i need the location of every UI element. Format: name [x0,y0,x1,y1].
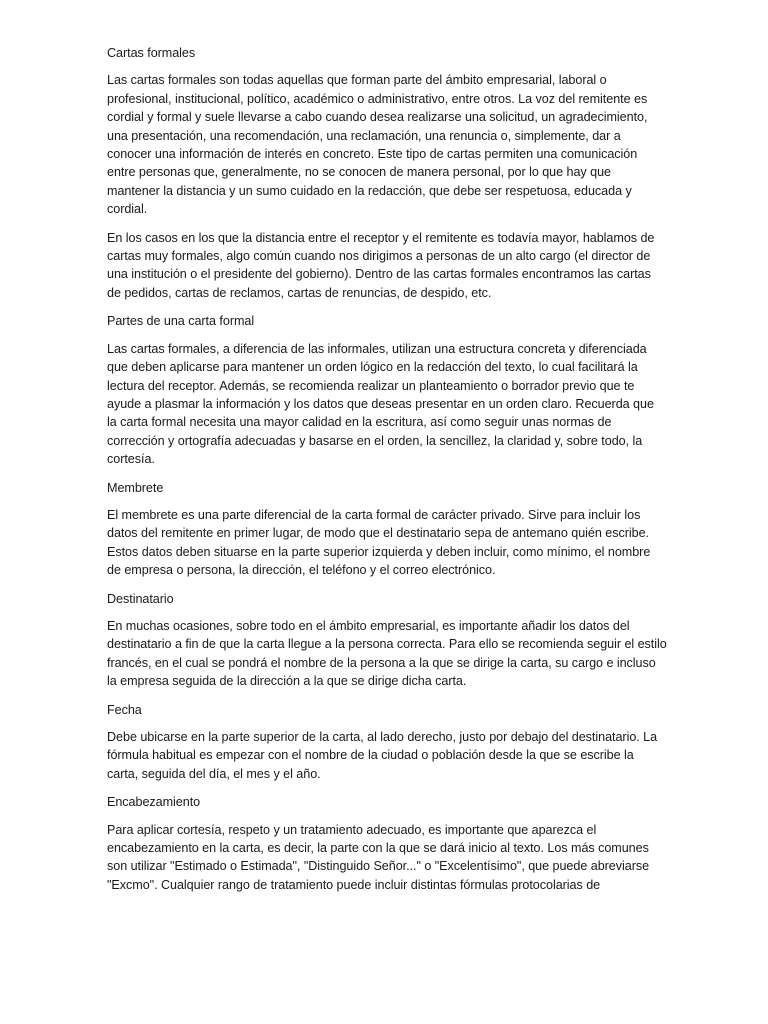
section-heading-partes: Partes de una carta formal [107,314,255,329]
section-heading-cartas-formales: Cartas formales [107,46,196,60]
section-heading-encabezamiento: Encabezamiento [107,795,201,810]
paragraph-cartas-formales-intro: Las cartas formales son todas aquellas que forman parte del ámbito empresarial, laboral o profesional, institucional, político, académico o administrativo, entre otros. La voz del remitente es cordial y formal y suele llevarse a cabo cuando desea realizarse una solicitud, un agradecimiento, una presentación, una recomendación, una reclamación, una renuncia o, simplemente, dar a conocer una información de interés en concreto. Este tipo de cartas permiten una comunicación entre personas que, generalmente, no se conocen de manera personal, por lo que hay que mantener la distancia y un sumo cuidado en la redacción, que debe ser respetuosa, educada y cordial. [107,73,648,217]
paragraph-membrete: El membrete es una parte diferencial de la carta formal de carácter privado. Sirve para incluir los datos del remitente en primer lugar, de modo que el destinatario sepa de antemano quién escribe. Estos datos deben situarse en la parte superior izquierda y deben incluir, como mínimo, el nombre de empresa o persona, la dirección, el teléfono y el correo electrónico. [107,507,651,578]
paragraph-partes: Las cartas formales, a diferencia de las informales, utilizan una estructura concreta y diferenciada que deben aplicarse para mantener un orden lógico en la redacción del texto, lo cual facilitará la lectura del receptor. Además, se recomienda realizar un planteamiento o borrador previo que te ayude a plasmar la información y los datos que deseas presentar en un orden claro. Recuerda que la carta formal necesita una mayor calidad en la escritura, así como seguir unas normas de corrección y ortografía adecuadas y basarse en el orden, la sencillez, la claridad y, sobre todo, la cortesía. [107,341,654,467]
paragraph-cartas-muy-formales: En los casos en los que la distancia entre el receptor y el remitente es todavía mayor, hablamos de cartas muy formales, algo común cuando nos dirigimos a personas de un alto cargo (el director de una institución o el presidente del gobierno). Dentro de las cartas formales encontramos las cartas de pedidos, cartas de reclamos, cartas de renuncias, de despido, etc. [107,230,655,300]
section-heading-fecha: Fecha [107,702,142,717]
paragraph-fecha: Debe ubicarse en la parte superior de la carta, al lado derecho, justo por debajo del destinatario. La fórmula habitual es empezar con el nombre de la ciudad o población desde la que se escribe la carta, seguida del día, el mes y el año. [107,730,658,781]
paragraph-encabezamiento: Para aplicar cortesía, respeto y un tratamiento adecuado, es importante que aparezca el encabezamiento en la carta, es decir, la parte con la que se dará inicio al texto. Los más comunes son utilizar "Estimado o Estimada", "Distinguido Señor..." o "Excelentísimo", que puede abreviarse "Excmo". Cualquier rango de tratamiento puede incluir distintas fórmulas protocolarias de [107,822,650,892]
section-heading-destinatario: Destinatario [107,591,174,606]
paragraph-destinatario: En muchas ocasiones, sobre todo en el ámbito empresarial, es importante añadir los datos del destinatario a fin de que la carta llegue a la persona correcta. Para ello se recomienda seguir el estilo francés, en el cual se pondrá el nombre de la persona a la que se dirige la carta, su cargo e incluso la empresa seguida de la dirección a la que se dirige dicha carta. [107,618,667,689]
section-heading-membrete: Membrete [107,480,164,495]
document-page [107,44,667,904]
